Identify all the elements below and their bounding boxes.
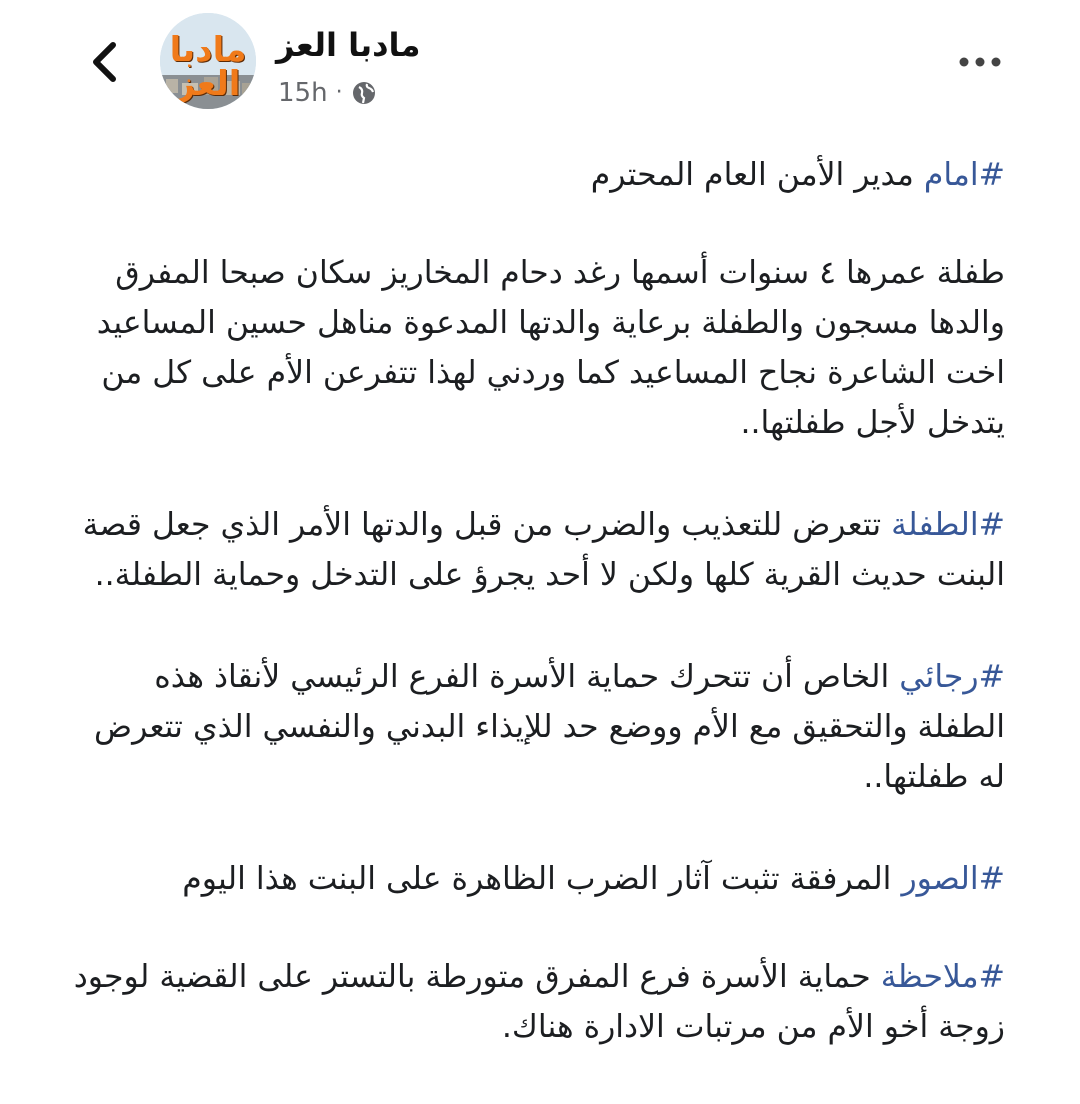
paragraph-text: المرفقة تثبت آثار الضرب الظاهرة على البنت هذا اليوم xyxy=(182,861,902,897)
paragraph-text: الخاص أن تتحرك حماية الأسرة الفرع الرئيسي لأنقاذ هذه الطفلة والتحقيق مع الأم ووضع حد للإيذاء البدني والنفسي الذي تتعرض له طفلتها.. xyxy=(94,659,1005,795)
post-paragraph xyxy=(60,500,1005,600)
post-paragraph xyxy=(60,952,1005,1052)
post-paragraph xyxy=(60,652,1005,802)
post-paragraph xyxy=(60,248,1005,448)
globe-icon xyxy=(351,80,377,106)
post-paragraph xyxy=(60,854,1005,904)
meta-separator: · xyxy=(335,80,343,105)
post-header xyxy=(0,0,1080,140)
back-button[interactable] xyxy=(82,38,126,86)
timestamp[interactable]: 15h xyxy=(278,78,328,108)
more-options-button[interactable] xyxy=(950,44,1010,80)
chevron-left-icon xyxy=(89,41,119,83)
paragraph-text: طفلة عمرها ٤ سنوات أسمها رغد دحام المخاريز سكان صبحا المفرق والدها مسجون والطفلة برعاية والدتها المدعوة مناهل حسين المساعيد اخت الشاعرة نجاح المساعيد كما وردني لهذا تتفرعن الأم على كل من يتدخل لأجل طفلتها.. xyxy=(96,255,1005,441)
hashtag-link[interactable]: #ملاحظة xyxy=(880,959,1005,995)
more-horizontal-icon xyxy=(958,56,1002,68)
hashtag-link[interactable]: #الطفلة xyxy=(891,507,1005,543)
post-paragraph xyxy=(60,150,1005,200)
avatar[interactable] xyxy=(160,13,256,109)
avatar-logo-text: مادبا العز xyxy=(169,30,247,104)
paragraph-text: تتعرض للتعذيب والضرب من قبل والدتها الأمر الذي جعل قصة البنت حديث القرية كلها ولكن لا أحد يجرؤ على التدخل وحماية الطفلة.. xyxy=(82,507,1005,593)
post-meta xyxy=(278,78,377,108)
hashtag-link[interactable]: #رجائي xyxy=(899,659,1005,695)
paragraph-text: مدير الأمن العام المحترم xyxy=(590,157,924,193)
paragraph-text: حماية الأسرة فرع المفرق متورطة بالتستر على القضية لوجود زوجة أخو الأم من مرتبات الادارة هناك. xyxy=(73,959,1005,1045)
hashtag-link[interactable]: #امام xyxy=(923,157,1005,193)
page-name[interactable]: مادبا العز xyxy=(276,26,421,64)
post-body xyxy=(60,150,1005,1104)
hashtag-link[interactable]: #الصور xyxy=(901,861,1005,897)
